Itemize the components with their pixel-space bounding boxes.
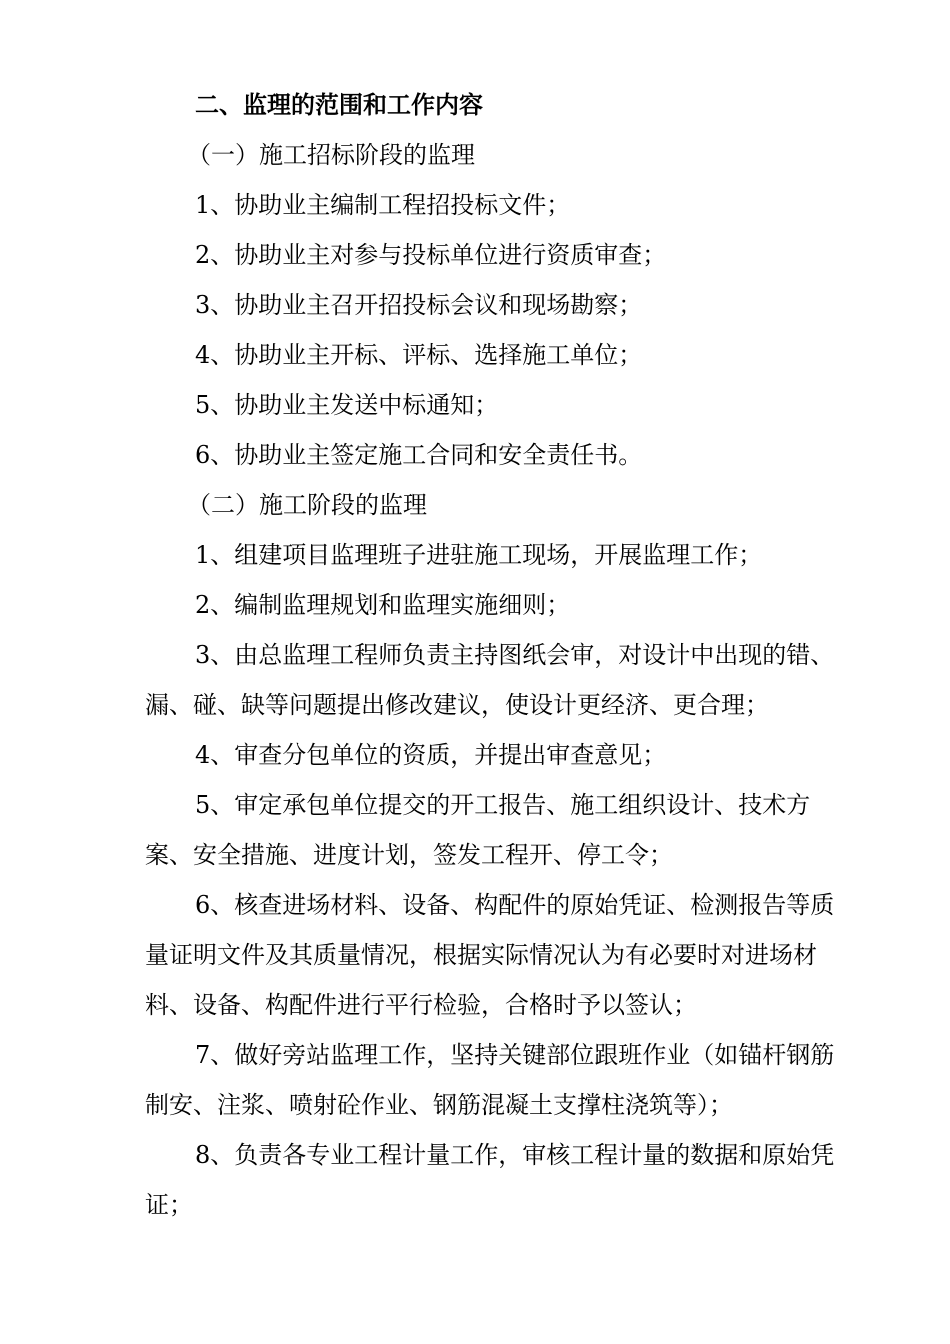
- list-item: 6、协助业主签定施工合同和安全责任书。: [195, 441, 643, 469]
- list-item: 8、负责各专业工程计量工作，审核工程计量的数据和原始凭证；: [145, 1141, 835, 1219]
- list-item: 3、由总监理工程师负责主持图纸会审，对设计中出现的错、漏、碰、缺等问题提出修改建议，使设计更经济、更合理；: [145, 641, 835, 719]
- list-item: 7、做好旁站监理工作，坚持关键部位跟班作业（如锚杆钢筋制安、注浆、喷射砼作业、钢筋混凝土支撑柱浇筑等）；: [145, 1041, 835, 1119]
- list-item: 5、审定承包单位提交的开工报告、施工组织设计、技术方案、安全措施、进度计划，签发工程开、停工令；: [145, 791, 811, 869]
- list-item: 1、组建项目监理班子进驻施工现场，开展监理工作；: [195, 541, 763, 569]
- section-heading: 二、监理的范围和工作内容: [195, 91, 483, 119]
- list-item: 4、审查分包单位的资质，并提出审查意见；: [195, 741, 667, 769]
- subsection-title-bidding: （一）施工招标阶段的监理: [187, 141, 475, 169]
- list-item: 2、编制监理规划和监理实施细则；: [195, 591, 571, 619]
- list-item: 4、协助业主开标、评标、选择施工单位；: [195, 341, 643, 369]
- list-item: 6、核查进场材料、设备、构配件的原始凭证、检测报告等质量证明文件及其质量情况，根据实际情况认为有必要时对进场材料、设备、构配件进行平行检验，合格时予以签认；: [145, 891, 835, 1019]
- list-item: 3、协助业主召开招投标会议和现场勘察；: [195, 291, 643, 319]
- list-item: 5、协助业主发送中标通知；: [195, 391, 499, 419]
- list-item: 1、协助业主编制工程招投标文件；: [195, 191, 571, 219]
- subsection-title-construction: （二）施工阶段的监理: [187, 491, 427, 519]
- document-body: [145, 80, 850, 1230]
- list-item: 2、协助业主对参与投标单位进行资质审查；: [195, 241, 667, 269]
